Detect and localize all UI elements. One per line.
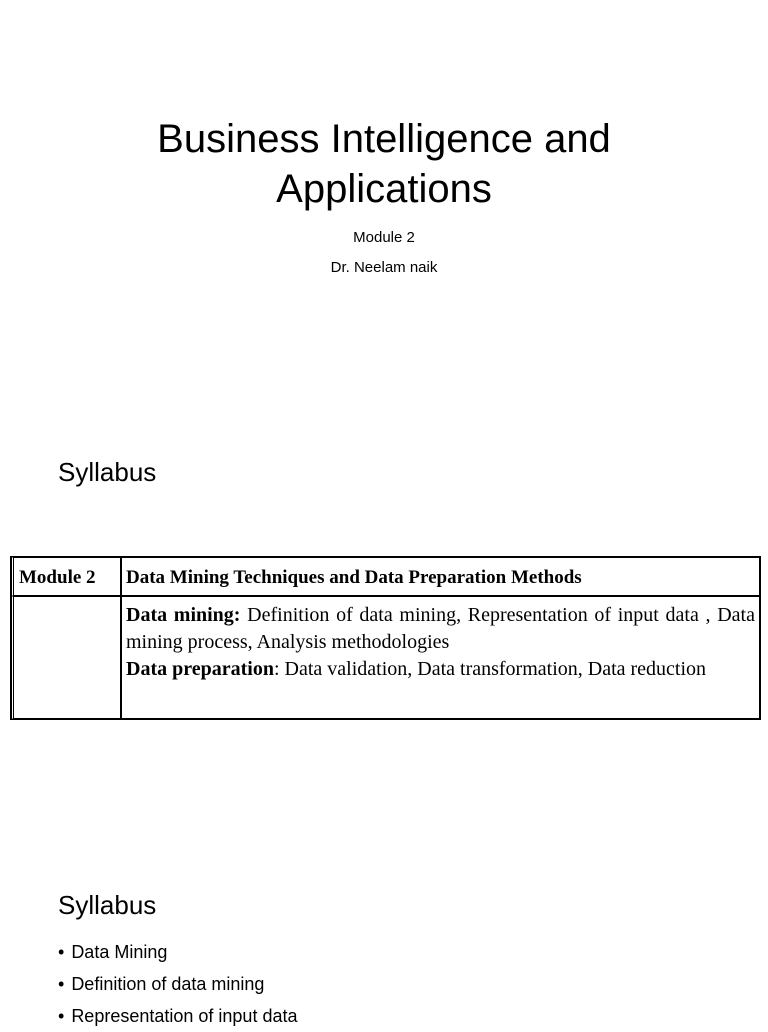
slide-heading: Syllabus [58, 457, 157, 487]
syllabus-table [10, 556, 761, 720]
module-title-cell [121, 557, 760, 596]
empty-cell [11, 596, 121, 719]
syllabus-list-slide [0, 864, 768, 1024]
title-slide [0, 0, 768, 360]
module-content [122, 597, 759, 718]
module-content-cell [121, 596, 760, 719]
syllabus-table-slide [0, 432, 768, 792]
module-title: Data Mining Techniques and Data Preparation Methods [126, 567, 582, 588]
slide-subtitle-author: Dr. Neelam naik [330, 259, 438, 276]
list-item: • Representation of input data [58, 1000, 297, 1032]
module-label: Module 2 [19, 567, 96, 588]
data-mining-label: Data mining: [126, 604, 241, 626]
syllabus-bullet-list [58, 936, 297, 1032]
table-row-content [11, 596, 760, 719]
list-item: • Data Mining [58, 936, 297, 968]
slide-title: Business Intelligence and Applications [157, 117, 611, 211]
slide-subtitle-module: Module 2 [353, 229, 415, 246]
module-label-cell [11, 557, 121, 596]
slide-heading: Syllabus [58, 890, 157, 920]
table-row-header [11, 557, 760, 596]
data-preparation-text: : Data validation, Data transformation, Data reduction [273, 658, 707, 680]
list-item: • Definition of data mining [58, 968, 297, 1000]
data-preparation-label: Data preparation [126, 658, 274, 680]
data-mining-text: Definition of data mining, Representation of input data , Data mining process, Analysis methodologies [126, 604, 755, 653]
